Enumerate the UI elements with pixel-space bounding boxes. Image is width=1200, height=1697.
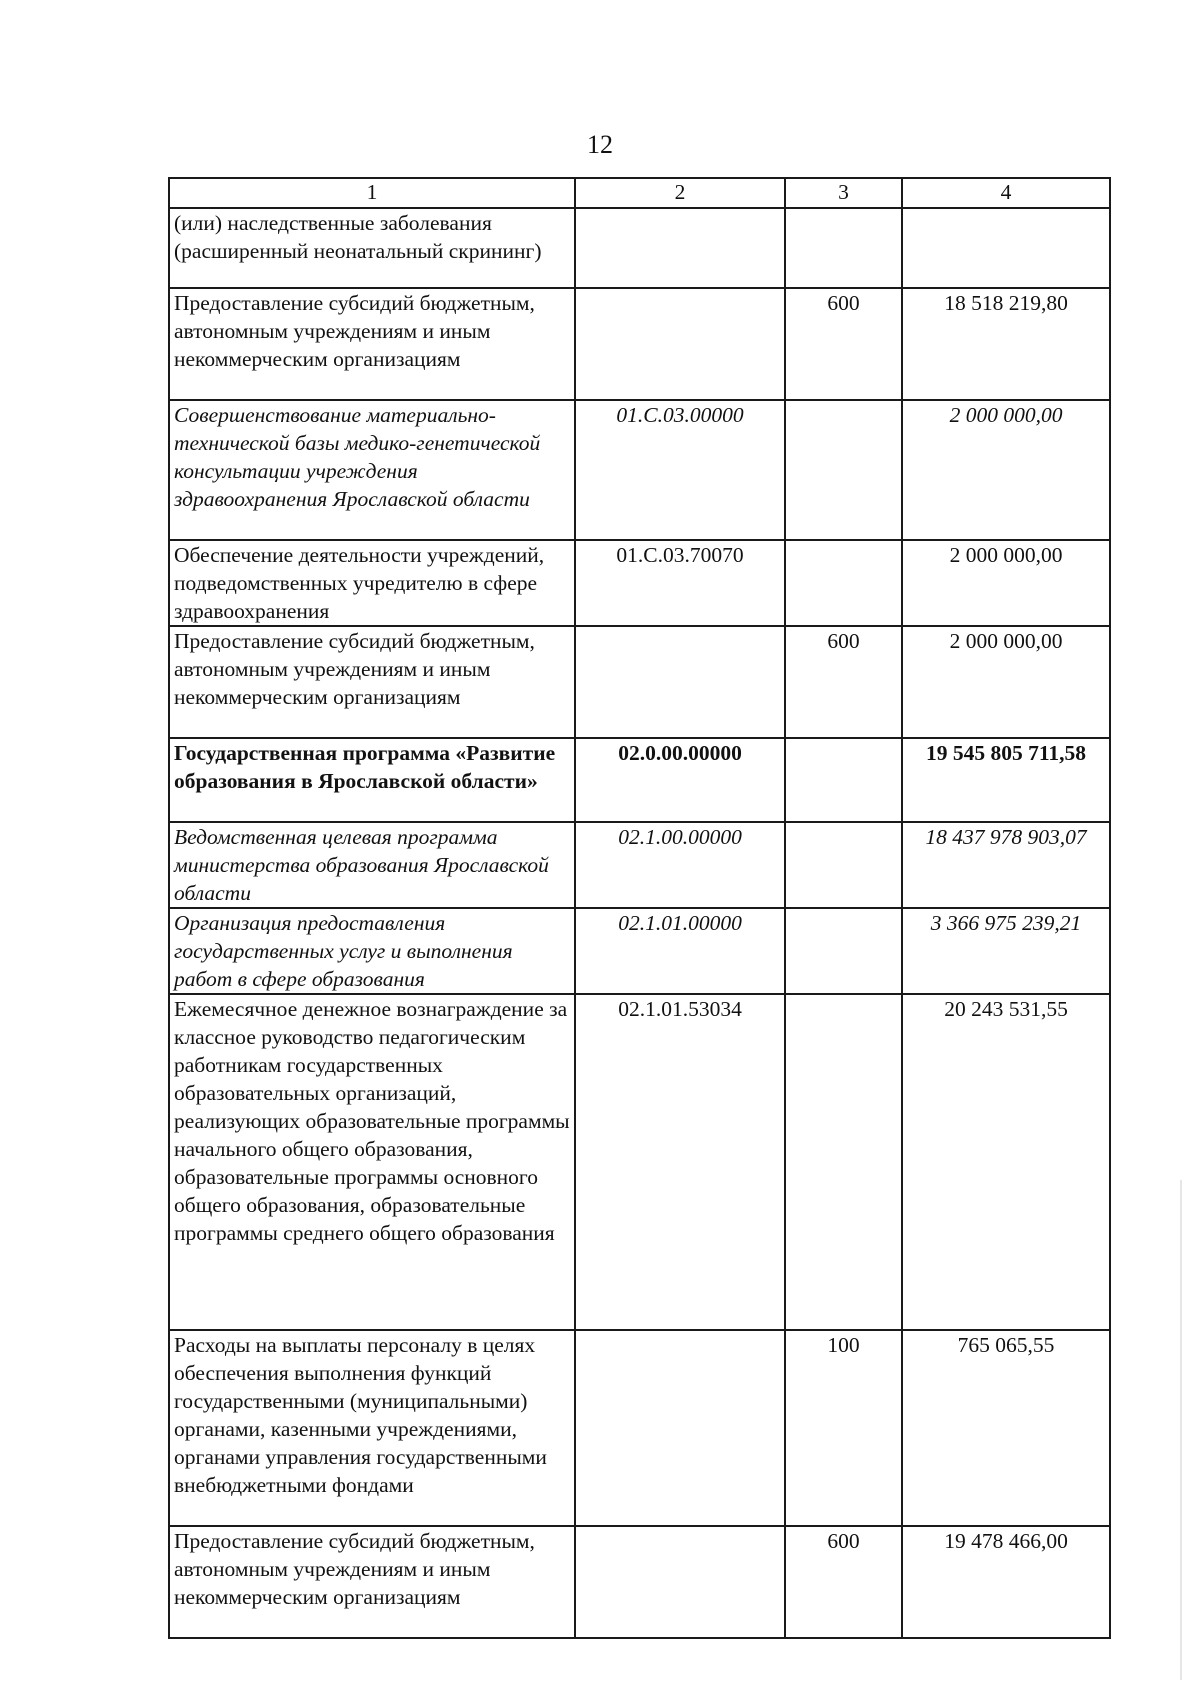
row-amount-cell: 2 000 000,00 [902, 400, 1110, 540]
row-type-cell: 600 [785, 288, 902, 400]
row-code-cell [575, 1526, 785, 1638]
row-name-cell: Предоставление субсидий бюджетным, автономным учреждениям и иным некоммерческим организациям [169, 288, 575, 400]
table-row [169, 208, 1110, 288]
table-row [169, 822, 1110, 908]
row-code-cell: 02.1.00.00000 [575, 822, 785, 908]
row-name-cell: Предоставление субсидий бюджетным, автономным учреждениям и иным некоммерческим организациям [169, 626, 575, 738]
row-type-cell: 100 [785, 1330, 902, 1526]
table-row [169, 1330, 1110, 1526]
row-amount-cell: 2 000 000,00 [902, 626, 1110, 738]
row-type-cell [785, 738, 902, 822]
row-type-cell: 600 [785, 626, 902, 738]
row-name-cell: Предоставление субсидий бюджетным, автономным учреждениям и иным некоммерческим организациям [169, 1526, 575, 1638]
row-code-cell: 02.1.01.53034 [575, 994, 785, 1330]
table-row [169, 626, 1110, 738]
row-name-cell: Ведомственная целевая программа министерства образования Ярославской области [169, 822, 575, 908]
column-header-1: 1 [169, 178, 575, 208]
row-code-cell [575, 626, 785, 738]
row-code-cell: 02.0.00.00000 [575, 738, 785, 822]
table-row [169, 994, 1110, 1330]
scan-edge-artifact [1180, 1180, 1182, 1680]
table-row [169, 908, 1110, 994]
row-code-cell [575, 1330, 785, 1526]
table-row [169, 738, 1110, 822]
budget-table [168, 177, 1111, 1639]
row-name-cell: Обеспечение деятельности учреждений, подведомственных учредителю в сфере здравоохранения [169, 540, 575, 626]
row-type-cell [785, 400, 902, 540]
row-amount-cell: 3 366 975 239,21 [902, 908, 1110, 994]
header-row [169, 178, 1110, 208]
row-code-cell: 01.С.03.00000 [575, 400, 785, 540]
row-amount-cell: 19 545 805 711,58 [902, 738, 1110, 822]
row-name-cell: Государственная программа «Развитие образования в Ярославской области» [169, 738, 575, 822]
row-type-cell: 600 [785, 1526, 902, 1638]
table-row [169, 1526, 1110, 1638]
row-type-cell [785, 908, 902, 994]
row-code-cell: 01.С.03.70070 [575, 540, 785, 626]
row-amount-cell [902, 208, 1110, 288]
row-code-cell [575, 208, 785, 288]
table-row [169, 400, 1110, 540]
row-amount-cell: 19 478 466,00 [902, 1526, 1110, 1638]
row-amount-cell: 765 065,55 [902, 1330, 1110, 1526]
row-amount-cell: 18 437 978 903,07 [902, 822, 1110, 908]
page-number: 12 [587, 130, 613, 159]
row-name-cell: Ежемесячное денежное вознаграждение за классное руководство педагогическим работникам государственных образовательных организаций, реализующих образовательные программы начального общего образования, образовательные программы основного общего образования, образовательные программы среднего общего образования [169, 994, 575, 1330]
row-name-cell: Совершенствование материально-технической базы медико-генетической консультации учреждения здравоохранения Ярославской области [169, 400, 575, 540]
row-name-cell: Организация предоставления государственных услуг и выполнения работ в сфере образования [169, 908, 575, 994]
row-type-cell [785, 208, 902, 288]
table-row [169, 288, 1110, 400]
row-amount-cell: 18 518 219,80 [902, 288, 1110, 400]
row-amount-cell: 2 000 000,00 [902, 540, 1110, 626]
row-name-cell: (или) наследственные заболевания (расширенный неонатальный скрининг) [169, 208, 575, 288]
table-row [169, 540, 1110, 626]
column-header-2: 2 [575, 178, 785, 208]
column-header-4: 4 [902, 178, 1110, 208]
row-amount-cell: 20 243 531,55 [902, 994, 1110, 1330]
row-name-cell: Расходы на выплаты персоналу в целях обеспечения выполнения функций государственными (муниципальными) органами, казенными учреждениями, органами управления государственными внебюджетными фондами [169, 1330, 575, 1526]
row-code-cell: 02.1.01.00000 [575, 908, 785, 994]
row-type-cell [785, 994, 902, 1330]
row-code-cell [575, 288, 785, 400]
column-header-3: 3 [785, 178, 902, 208]
row-type-cell [785, 822, 902, 908]
table-header [169, 178, 1110, 208]
row-type-cell [785, 540, 902, 626]
table-body [169, 208, 1110, 1638]
